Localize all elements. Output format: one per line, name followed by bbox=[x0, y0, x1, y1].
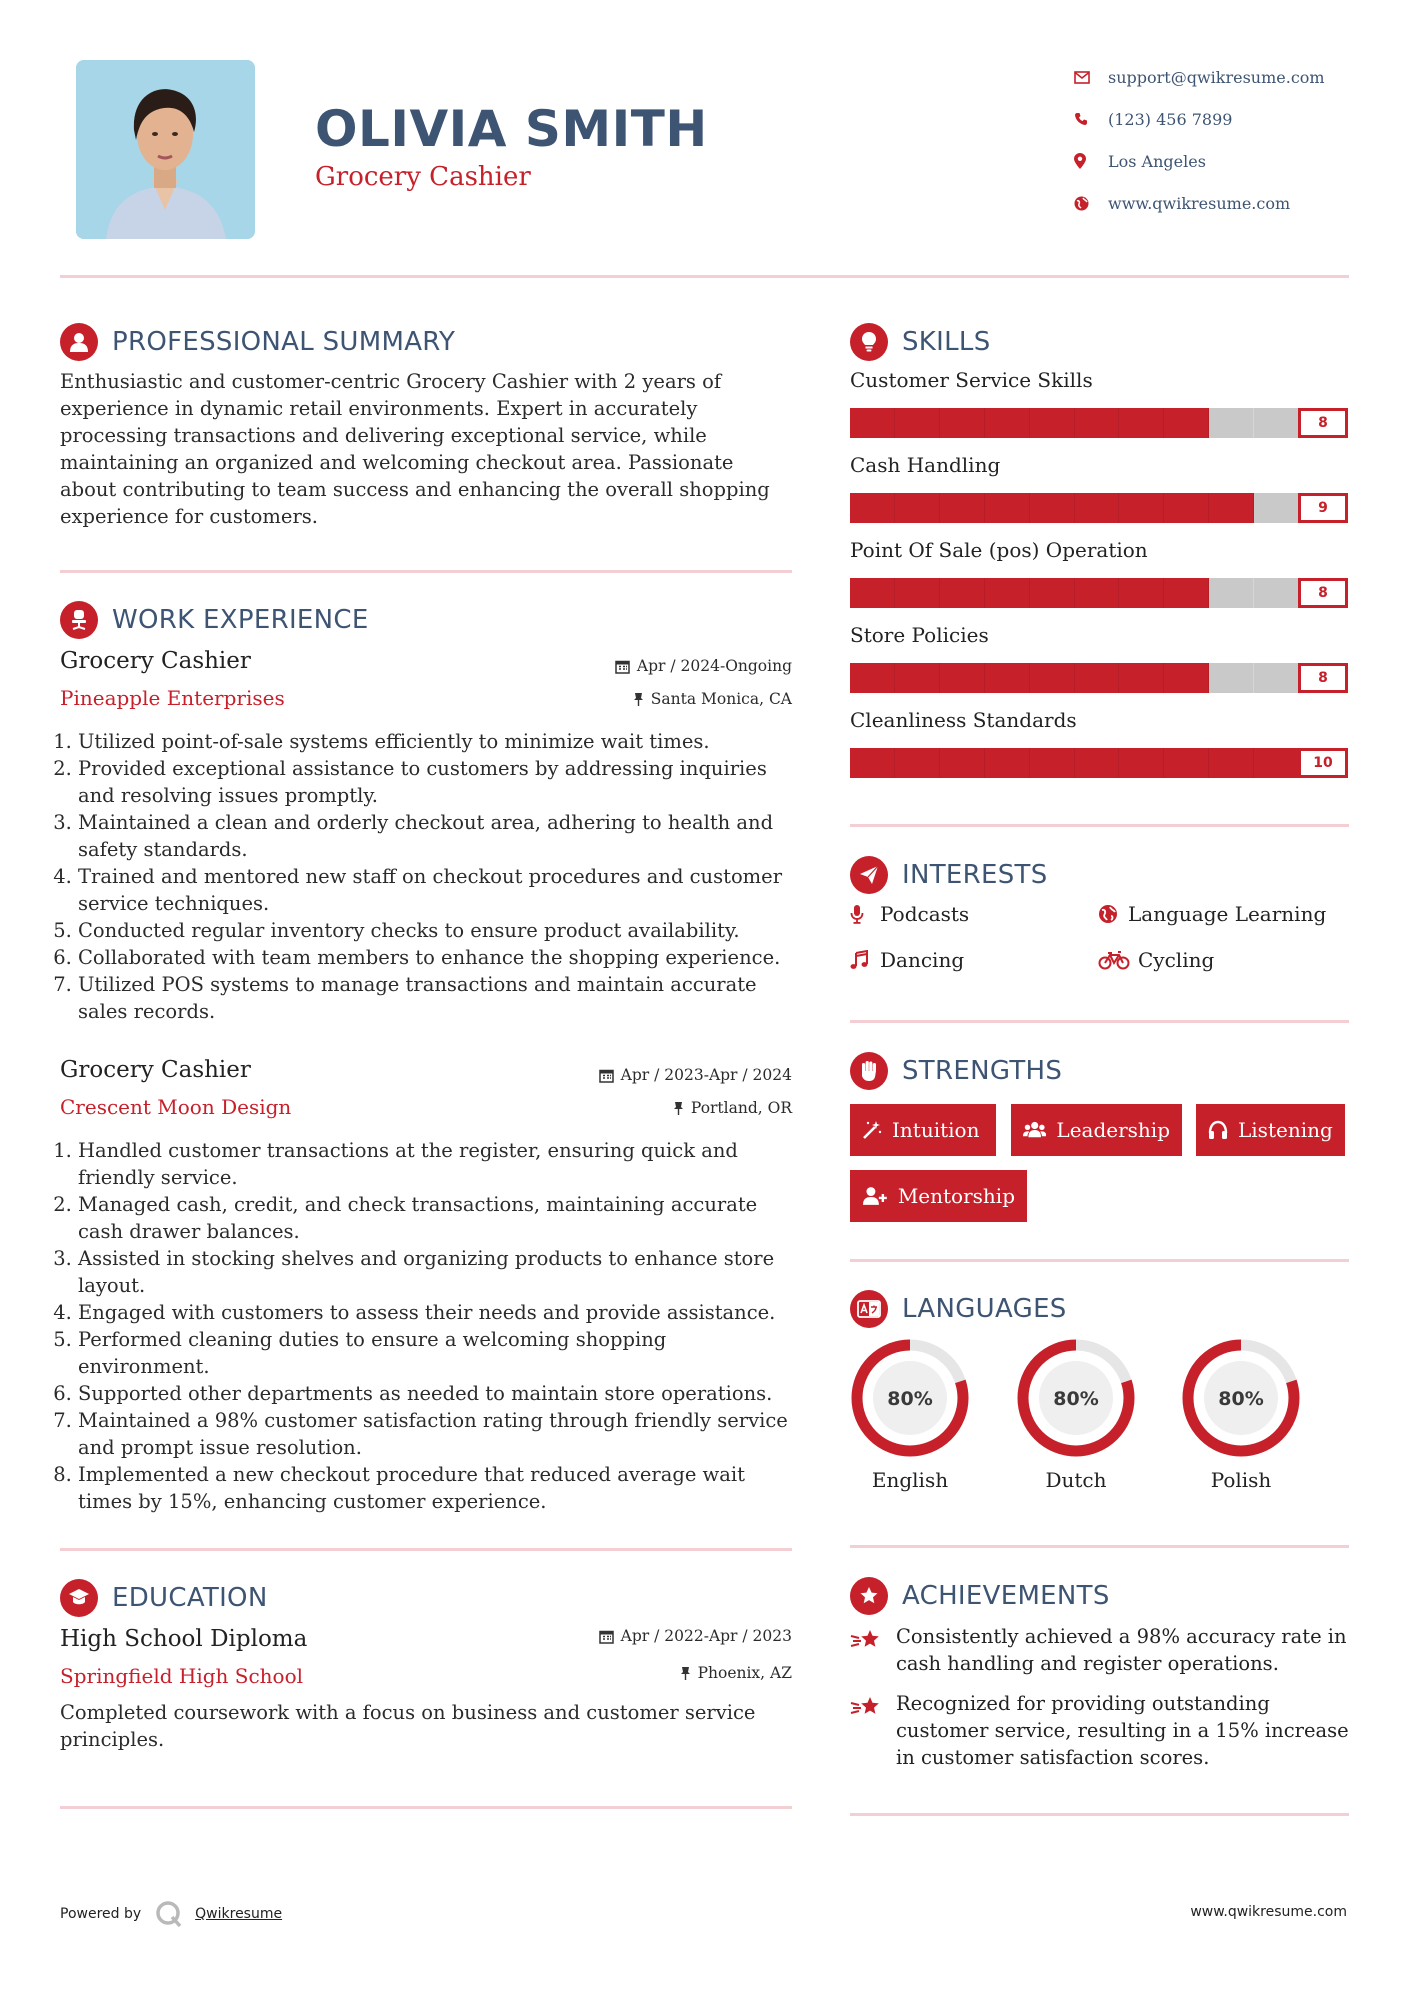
skill-bar-segment bbox=[940, 578, 985, 608]
skill-bar-segment bbox=[1030, 748, 1075, 778]
globe-icon bbox=[1070, 196, 1108, 211]
list-item: 5. Performed cleaning duties to ensure a welcoming shopping environment. bbox=[78, 1326, 798, 1380]
skill-bar-segment bbox=[850, 493, 895, 523]
job-1-title: Grocery Cashier bbox=[60, 648, 251, 674]
education-location-text: Phoenix, AZ bbox=[697, 1664, 792, 1682]
list-item: 6. Supported other departments as needed to maintain store operations. bbox=[78, 1380, 798, 1407]
achievements-heading bbox=[850, 1577, 1110, 1615]
list-item: 2. Provided exceptional assistance to customers by addressing inquiries and resolving issues promptly. bbox=[78, 755, 798, 809]
job-1-location-text: Santa Monica, CA bbox=[650, 690, 792, 708]
achievement-text: Consistently achieved a 98% accuracy rate in cash handling and register operations. bbox=[896, 1625, 1347, 1675]
interests-title: INTERESTS bbox=[902, 860, 1048, 890]
language-name: Polish bbox=[1210, 1468, 1272, 1492]
skill-bar-segment bbox=[1164, 408, 1209, 438]
job-2-title: Grocery Cashier bbox=[60, 1057, 251, 1083]
interest-dancing bbox=[850, 948, 964, 972]
skill-bar-segment bbox=[1164, 663, 1209, 693]
pushpin-icon bbox=[633, 692, 644, 707]
summary-divider bbox=[60, 570, 792, 573]
language-ring bbox=[1015, 1337, 1137, 1459]
skill-bar-segment bbox=[1209, 663, 1254, 693]
bicycle-icon bbox=[1098, 950, 1138, 970]
language-percent: 80% bbox=[1218, 1388, 1264, 1410]
skill-bar-segment bbox=[1075, 748, 1120, 778]
candidate-name: OLIVIA SMITH bbox=[315, 100, 708, 158]
skill-bar-segment bbox=[1119, 408, 1164, 438]
languages-divider bbox=[850, 1545, 1349, 1548]
skill-bar-segment bbox=[850, 663, 895, 693]
profile-photo bbox=[76, 60, 255, 239]
calendar-icon bbox=[615, 659, 630, 674]
skill-bar-segment bbox=[1164, 578, 1209, 608]
summary-text: Enthusiastic and customer-centric Grocery Cashier with 2 years of experience in dynamic retail environments. Expert in accurately processing transactions and delivering exceptional service, while maintaining an organized and welcoming checkout area. Passionate about contributing to team success and enhancing the overall shopping experience for customers. bbox=[60, 370, 770, 528]
strength-mentorship bbox=[850, 1170, 1027, 1222]
skill-name: Store Policies bbox=[850, 623, 989, 647]
skill-bar-segment bbox=[985, 663, 1030, 693]
candidate-title: Grocery Cashier bbox=[315, 162, 531, 192]
job-2-dates-text: Apr / 2023-Apr / 2024 bbox=[620, 1066, 792, 1084]
envelope-icon bbox=[1070, 71, 1108, 84]
job-2-location-text: Portland, OR bbox=[690, 1099, 792, 1117]
pushpin-icon bbox=[673, 1101, 684, 1116]
education-school: Springfield High School bbox=[60, 1664, 304, 1688]
education-text: Completed coursework with a focus on business and customer service principles. bbox=[60, 1701, 756, 1751]
skill-bar-segment bbox=[1119, 493, 1164, 523]
list-item: 3. Maintained a clean and orderly checkout area, adhering to health and safety standards. bbox=[78, 809, 798, 863]
interest-cycling bbox=[1098, 948, 1214, 972]
skill-bar-segment bbox=[1254, 663, 1299, 693]
phone-icon bbox=[1070, 112, 1108, 126]
summary-heading bbox=[60, 323, 455, 361]
skill-bar-segment bbox=[1209, 748, 1254, 778]
skill-level-bar bbox=[850, 408, 1299, 438]
list-item: 2. Managed cash, credit, and check transactions, maintaining accurate cash drawer balances. bbox=[78, 1191, 798, 1245]
shooting-star-icon bbox=[850, 1623, 896, 1677]
skills-title: SKILLS bbox=[902, 327, 991, 357]
calendar-icon bbox=[599, 1068, 614, 1083]
skill-bar-segment bbox=[1030, 408, 1075, 438]
office-chair-icon bbox=[60, 601, 98, 639]
skill-bar-segment bbox=[1075, 408, 1120, 438]
website-text: www.qwikresume.com bbox=[1108, 193, 1291, 213]
contact-website[interactable] bbox=[1070, 182, 1370, 224]
job-1-dates-text: Apr / 2024-Ongoing bbox=[636, 657, 792, 675]
skill-bar-segment bbox=[1209, 578, 1254, 608]
qwikresume-logo-icon bbox=[155, 1900, 183, 1928]
education-dates bbox=[599, 1627, 792, 1645]
language-percent: 80% bbox=[1053, 1388, 1099, 1410]
contact-location bbox=[1070, 140, 1370, 182]
skill-bar-segment bbox=[1030, 663, 1075, 693]
skill-level-bar bbox=[850, 578, 1299, 608]
skill-bar-segment bbox=[895, 663, 940, 693]
skill-bar-segment bbox=[1075, 663, 1120, 693]
skills-heading bbox=[850, 323, 991, 361]
skill-bar-segment bbox=[1254, 408, 1299, 438]
skill-score: 9 bbox=[1298, 493, 1348, 523]
list-item: 1. Utilized point-of-sale systems efficiently to minimize wait times. bbox=[78, 728, 798, 755]
skill-bar-segment bbox=[850, 408, 895, 438]
powered-by-text: Powered by bbox=[60, 1906, 142, 1922]
skill-bar-segment bbox=[940, 663, 985, 693]
job-1-company: Pineapple Enterprises bbox=[60, 686, 285, 710]
skill-bar-segment bbox=[940, 748, 985, 778]
skill-bar-segment bbox=[940, 493, 985, 523]
language-ring bbox=[849, 1337, 971, 1459]
job-1-location bbox=[633, 690, 792, 708]
skill-bar-segment bbox=[1164, 748, 1209, 778]
skill-bar-segment bbox=[1209, 408, 1254, 438]
skill-bar-segment bbox=[1119, 578, 1164, 608]
list-item: 7. Maintained a 98% customer satisfaction rating through friendly service and prompt issue resolution. bbox=[78, 1407, 798, 1461]
skill-score: 8 bbox=[1298, 578, 1348, 608]
skill-bar-segment bbox=[895, 408, 940, 438]
job-2-duties bbox=[60, 1137, 798, 1515]
map-pin-icon bbox=[1070, 153, 1108, 169]
work-divider bbox=[60, 1548, 792, 1551]
interest-language-learning bbox=[1098, 902, 1326, 926]
user-plus-icon bbox=[862, 1186, 888, 1206]
list-item: 4. Engaged with customers to assess their needs and provide assistance. bbox=[78, 1299, 798, 1326]
job-2-location bbox=[673, 1099, 792, 1117]
skill-bar-segment bbox=[1030, 578, 1075, 608]
list-item: 5. Conducted regular inventory checks to ensure product availability. bbox=[78, 917, 798, 944]
skill-bar-segment bbox=[985, 748, 1030, 778]
skill-bar-segment bbox=[1119, 748, 1164, 778]
skill-bar-segment bbox=[895, 748, 940, 778]
graduation-icon bbox=[60, 1579, 98, 1617]
contact-email[interactable] bbox=[1070, 56, 1370, 98]
work-heading bbox=[60, 601, 369, 639]
paper-plane-icon bbox=[850, 856, 888, 894]
achievements-divider bbox=[850, 1813, 1349, 1816]
strength-intuition bbox=[850, 1104, 996, 1156]
education-dates-text: Apr / 2022-Apr / 2023 bbox=[620, 1627, 792, 1645]
pushpin-icon bbox=[680, 1666, 691, 1681]
education-divider bbox=[60, 1806, 792, 1809]
skill-level-bar bbox=[850, 663, 1299, 693]
list-item: 4. Trained and mentored new staff on checkout procedures and customer service techniques. bbox=[78, 863, 798, 917]
achievement-text: Recognized for providing outstanding customer service, resulting in a 15% increase in customer satisfaction scores. bbox=[896, 1692, 1349, 1769]
languages-heading bbox=[850, 1290, 1067, 1328]
interest-podcasts bbox=[850, 902, 969, 926]
education-title: EDUCATION bbox=[112, 1583, 268, 1613]
list-item: 6. Collaborated with team members to enhance the shopping experience. bbox=[78, 944, 798, 971]
strengths-heading bbox=[850, 1052, 1062, 1090]
skill-bar-segment bbox=[985, 493, 1030, 523]
achievements-title: ACHIEVEMENTS bbox=[902, 1581, 1110, 1611]
skill-name: Point Of Sale (pos) Operation bbox=[850, 538, 1148, 562]
list-item: 3. Assisted in stocking shelves and organizing products to enhance store layout. bbox=[78, 1245, 798, 1299]
skill-bar-segment bbox=[1164, 493, 1209, 523]
skill-name: Customer Service Skills bbox=[850, 368, 1093, 392]
skill-bar-segment bbox=[1254, 493, 1299, 523]
skill-bar-segment bbox=[850, 578, 895, 608]
interest-label: Dancing bbox=[880, 948, 965, 972]
skill-bar-segment bbox=[1119, 663, 1164, 693]
qwikresume-link[interactable]: Qwikresume bbox=[195, 1906, 283, 1922]
language-icon bbox=[850, 1290, 888, 1328]
microphone-icon bbox=[850, 904, 880, 924]
strengths-divider bbox=[850, 1259, 1349, 1262]
shooting-star-icon bbox=[850, 1690, 896, 1771]
user-icon bbox=[60, 323, 98, 361]
language-name: English bbox=[871, 1468, 949, 1492]
skill-level-bar bbox=[850, 493, 1299, 523]
header-divider bbox=[60, 275, 1349, 278]
skill-bar-segment bbox=[850, 748, 895, 778]
interest-label: Podcasts bbox=[880, 902, 970, 926]
interests-heading bbox=[850, 856, 1048, 894]
language-ring bbox=[1180, 1337, 1302, 1459]
list-item: 8. Implemented a new checkout procedure that reduced average wait times by 15%, enhancing customer experience. bbox=[78, 1461, 798, 1515]
list-item: 7. Utilized POS systems to manage transactions and maintain accurate sales records. bbox=[78, 971, 798, 1025]
skill-level-bar bbox=[850, 748, 1299, 778]
skill-bar-segment bbox=[940, 408, 985, 438]
skill-bar-segment bbox=[985, 408, 1030, 438]
phone-text: (123) 456 7899 bbox=[1108, 109, 1233, 129]
education-heading bbox=[60, 1579, 268, 1617]
skills-divider bbox=[850, 824, 1349, 827]
skill-bar-segment bbox=[1254, 578, 1299, 608]
interests-divider bbox=[850, 1020, 1349, 1023]
work-title: WORK EXPERIENCE bbox=[112, 605, 369, 635]
globe-icon bbox=[1098, 904, 1128, 924]
skill-bar-segment bbox=[1254, 748, 1299, 778]
location-text: Los Angeles bbox=[1108, 151, 1206, 171]
languages-title: LANGUAGES bbox=[902, 1294, 1067, 1324]
strengths-title: STRENGTHS bbox=[902, 1056, 1063, 1086]
footer-powered-by bbox=[60, 1900, 282, 1928]
achievement-1 bbox=[850, 1623, 1349, 1677]
lightbulb-icon bbox=[850, 323, 888, 361]
skill-bar-segment bbox=[895, 578, 940, 608]
skill-bar-segment bbox=[1075, 578, 1120, 608]
skill-score: 10 bbox=[1298, 748, 1348, 778]
raised-fist-icon bbox=[850, 1052, 888, 1090]
list-item: 1. Handled customer transactions at the register, ensuring quick and friendly service. bbox=[78, 1137, 798, 1191]
magic-wand-icon bbox=[862, 1120, 882, 1140]
education-degree: High School Diploma bbox=[60, 1626, 308, 1652]
skill-bar-segment bbox=[1030, 493, 1075, 523]
language-percent: 80% bbox=[887, 1388, 933, 1410]
calendar-icon bbox=[599, 1629, 614, 1644]
skill-name: Cash Handling bbox=[850, 453, 1001, 477]
users-icon bbox=[1023, 1120, 1046, 1140]
strength-label: Listening bbox=[1238, 1118, 1333, 1142]
contact-phone[interactable] bbox=[1070, 98, 1370, 140]
interest-label: Language Learning bbox=[1128, 902, 1327, 926]
interest-label: Cycling bbox=[1138, 948, 1215, 972]
skill-bar-segment bbox=[1209, 493, 1254, 523]
music-note-icon bbox=[850, 950, 880, 970]
headphones-icon bbox=[1208, 1120, 1228, 1140]
skill-name: Cleanliness Standards bbox=[850, 708, 1077, 732]
summary-title: PROFESSIONAL SUMMARY bbox=[112, 327, 456, 357]
strength-listening bbox=[1196, 1104, 1345, 1156]
strength-label: Mentorship bbox=[897, 1184, 1015, 1208]
job-2-company: Crescent Moon Design bbox=[60, 1095, 292, 1119]
badge-star-icon bbox=[850, 1577, 888, 1615]
footer-website[interactable]: www.qwikresume.com bbox=[1190, 1904, 1347, 1920]
job-2-dates bbox=[599, 1066, 792, 1084]
achievement-2 bbox=[850, 1690, 1349, 1771]
strength-leadership bbox=[1011, 1104, 1182, 1156]
email-text: support@qwikresume.com bbox=[1108, 67, 1325, 87]
strength-label: Intuition bbox=[892, 1118, 980, 1142]
job-1-duties bbox=[60, 728, 798, 1025]
contact-info bbox=[1070, 56, 1370, 224]
skill-score: 8 bbox=[1298, 663, 1348, 693]
job-1-dates bbox=[615, 657, 792, 675]
skill-bar-segment bbox=[985, 578, 1030, 608]
education-location bbox=[680, 1664, 792, 1682]
skill-bar-segment bbox=[1075, 493, 1120, 523]
skill-bar-segment bbox=[895, 493, 940, 523]
language-name: Dutch bbox=[1045, 1468, 1107, 1492]
strength-label: Leadership bbox=[1056, 1118, 1170, 1142]
skill-score: 8 bbox=[1298, 408, 1348, 438]
